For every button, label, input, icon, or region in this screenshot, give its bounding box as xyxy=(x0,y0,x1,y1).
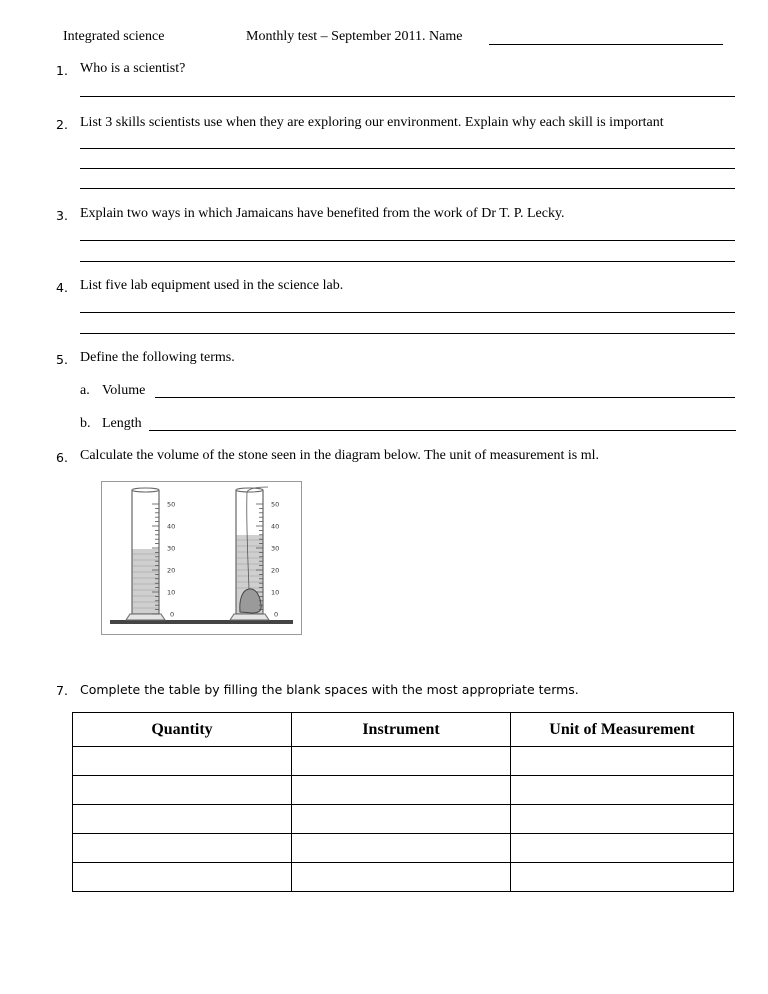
name-answer-line[interactable] xyxy=(489,44,723,45)
scale-label: 10 xyxy=(271,588,280,597)
question-text: Define the following terms. xyxy=(80,350,235,365)
scale-label: 10 xyxy=(167,588,176,597)
table-row xyxy=(73,863,734,892)
table-cell[interactable] xyxy=(73,863,292,892)
measuring-cylinder-2 xyxy=(230,487,279,620)
scale-label: 30 xyxy=(271,544,280,553)
scale-label: 40 xyxy=(167,522,176,531)
table-cell[interactable] xyxy=(511,863,734,892)
length-answer-line[interactable] xyxy=(149,430,736,431)
table-row xyxy=(73,805,734,834)
question-text: List five lab equipment used in the science lab. xyxy=(80,278,344,293)
table-cell[interactable] xyxy=(511,805,734,834)
question-text: Who is a scientist? xyxy=(80,61,186,76)
question-text: Calculate the volume of the stone seen in the diagram below. The unit of measurement is ml. xyxy=(80,448,600,463)
scale-label: 30 xyxy=(167,544,176,553)
table-cell[interactable] xyxy=(292,776,511,805)
table-cell[interactable] xyxy=(73,747,292,776)
table-row xyxy=(73,776,734,805)
answer-line[interactable] xyxy=(80,148,735,149)
table-cell[interactable] xyxy=(73,776,292,805)
answer-line[interactable] xyxy=(80,261,735,262)
answer-line[interactable] xyxy=(80,240,735,241)
term-letter: a. xyxy=(80,383,90,398)
scale-label: 50 xyxy=(167,500,176,509)
table-cell[interactable] xyxy=(292,747,511,776)
measuring-cylinders-diagram xyxy=(101,481,302,635)
term-letter: b. xyxy=(80,416,91,431)
question-number: 2. xyxy=(56,117,68,132)
scale-label: 0 xyxy=(170,610,175,619)
answer-line[interactable] xyxy=(80,188,735,189)
term-label-length: Length xyxy=(102,416,142,431)
question-number: 7. xyxy=(56,683,68,698)
scale-label: 40 xyxy=(271,522,280,531)
question-text: Complete the table by filling the blank spaces with the most appropriate terms. xyxy=(80,682,579,697)
answer-line[interactable] xyxy=(80,333,735,334)
question-text: Explain two ways in which Jamaicans have benefited from the work of Dr T. P. Lecky. xyxy=(80,206,565,221)
question-number: 1. xyxy=(56,63,68,78)
table-cell[interactable] xyxy=(511,834,734,863)
table-cell[interactable] xyxy=(511,747,734,776)
question-number: 3. xyxy=(56,208,68,223)
table-cell[interactable] xyxy=(292,834,511,863)
term-label-volume: Volume xyxy=(102,383,146,398)
header-quantity: Quantity xyxy=(73,713,292,747)
volume-answer-line[interactable] xyxy=(155,397,735,398)
answer-line[interactable] xyxy=(80,168,735,169)
answer-line[interactable] xyxy=(80,96,735,97)
course-title: Integrated science xyxy=(63,29,165,44)
scale-label: 50 xyxy=(271,500,280,509)
scale-label: 20 xyxy=(271,566,280,575)
question-number: 6. xyxy=(56,450,68,465)
question-number: 5. xyxy=(56,352,68,367)
table-row xyxy=(73,747,734,776)
table-cell[interactable] xyxy=(73,805,292,834)
question-number: 4. xyxy=(56,280,68,295)
table-row xyxy=(73,834,734,863)
header-unit: Unit of Measurement xyxy=(511,713,734,747)
table-cell[interactable] xyxy=(292,863,511,892)
test-title: Monthly test – September 2011. Name xyxy=(246,29,463,44)
question-text: List 3 skills scientists use when they are exploring our environment. Explain why each skill is important xyxy=(80,115,664,130)
table-cell[interactable] xyxy=(292,805,511,834)
answer-line[interactable] xyxy=(80,312,735,313)
measurement-table xyxy=(72,712,734,892)
table-cell[interactable] xyxy=(73,834,292,863)
scale-label: 0 xyxy=(274,610,279,619)
table-cell[interactable] xyxy=(511,776,734,805)
scale-label: 20 xyxy=(167,566,176,575)
measuring-cylinder-1 xyxy=(126,488,175,620)
header-instrument: Instrument xyxy=(292,713,511,747)
